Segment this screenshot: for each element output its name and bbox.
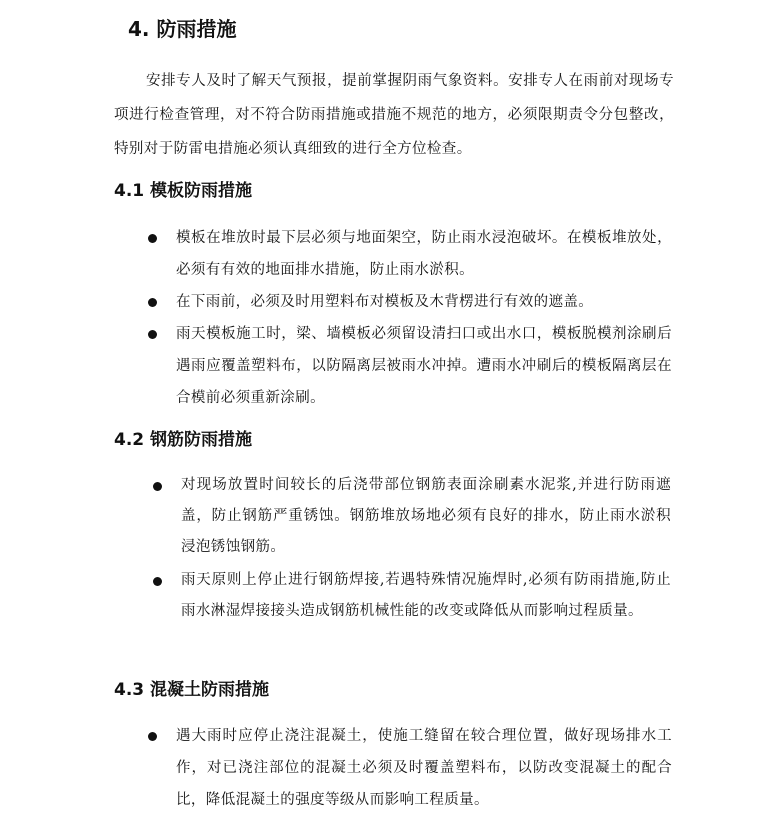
- list-item: [148, 222, 672, 286]
- bullet-icon: [148, 330, 157, 339]
- list-item: [148, 286, 672, 318]
- list-item: [148, 318, 672, 414]
- list-item-text: 模板在堆放时最下层必须与地面架空，防止雨水浸泡破坏。在模板堆放处，必须有有效的地面排水措施，防止雨水淤积。: [176, 230, 672, 278]
- list-item: [148, 720, 672, 816]
- bullet-icon: [148, 298, 157, 307]
- rebar-measures-list: [153, 470, 671, 629]
- page-heading: 4. 防雨措施: [128, 17, 237, 41]
- bullet-icon: [148, 732, 157, 741]
- bullet-icon: [148, 234, 157, 243]
- section-title-rebar: 4.2 钢筋防雨措施: [114, 430, 253, 450]
- section-title-formwork: 4.1 模板防雨措施: [114, 181, 253, 201]
- bullet-icon: [153, 577, 162, 586]
- list-item: [153, 470, 671, 563]
- concrete-measures-list: [148, 720, 672, 816]
- list-item-text: 雨天原则上停止进行钢筋焊接,若遇特殊情况施焊时,必须有防雨措施,防止雨水淋湿焊接接头造成钢筋机械性能的改变或降低从而影响过程质量。: [181, 572, 671, 619]
- list-item-text: 遇大雨时应停止浇注混凝土，使施工缝留在较合理位置，做好现场排水工作，对已浇注部位的混凝土必须及时覆盖塑料布，以防改变混凝土的配合比，降低混凝土的强度等级从而影响工程质量。: [176, 728, 672, 808]
- section-title-concrete: 4.3 混凝土防雨措施: [114, 680, 270, 700]
- bullet-icon: [153, 482, 162, 491]
- list-item-text: 在下雨前，必须及时用塑料布对模板及木背楞进行有效的遮盖。: [176, 294, 594, 310]
- list-item: [153, 565, 671, 627]
- formwork-measures-list: [148, 222, 672, 414]
- list-item-text: 对现场放置时间较长的后浇带部位钢筋表面涂刷素水泥浆,并进行防雨遮盖，防止钢筋严重锈蚀。钢筋堆放场地必须有良好的排水，防止雨水淤积浸泡锈蚀钢筋。: [181, 477, 671, 555]
- list-item-text: 雨天模板施工时，梁、墙模板必须留设清扫口或出水口，模板脱模剂涂刷后遇雨应覆盖塑料布，以防隔离层被雨水冲掉。遭雨水冲刷后的模板隔离层在合模前必须重新涂刷。: [176, 326, 672, 406]
- intro-paragraph: 安排专人及时了解天气预报，提前掌握阴雨气象资料。安排专人在雨前对现场专项进行检查管理，对不符合防雨措施或措施不规范的地方，必须限期责令分包整改，特别对于防雷电措施必须认真细致的进行全方位检查。: [114, 73, 674, 157]
